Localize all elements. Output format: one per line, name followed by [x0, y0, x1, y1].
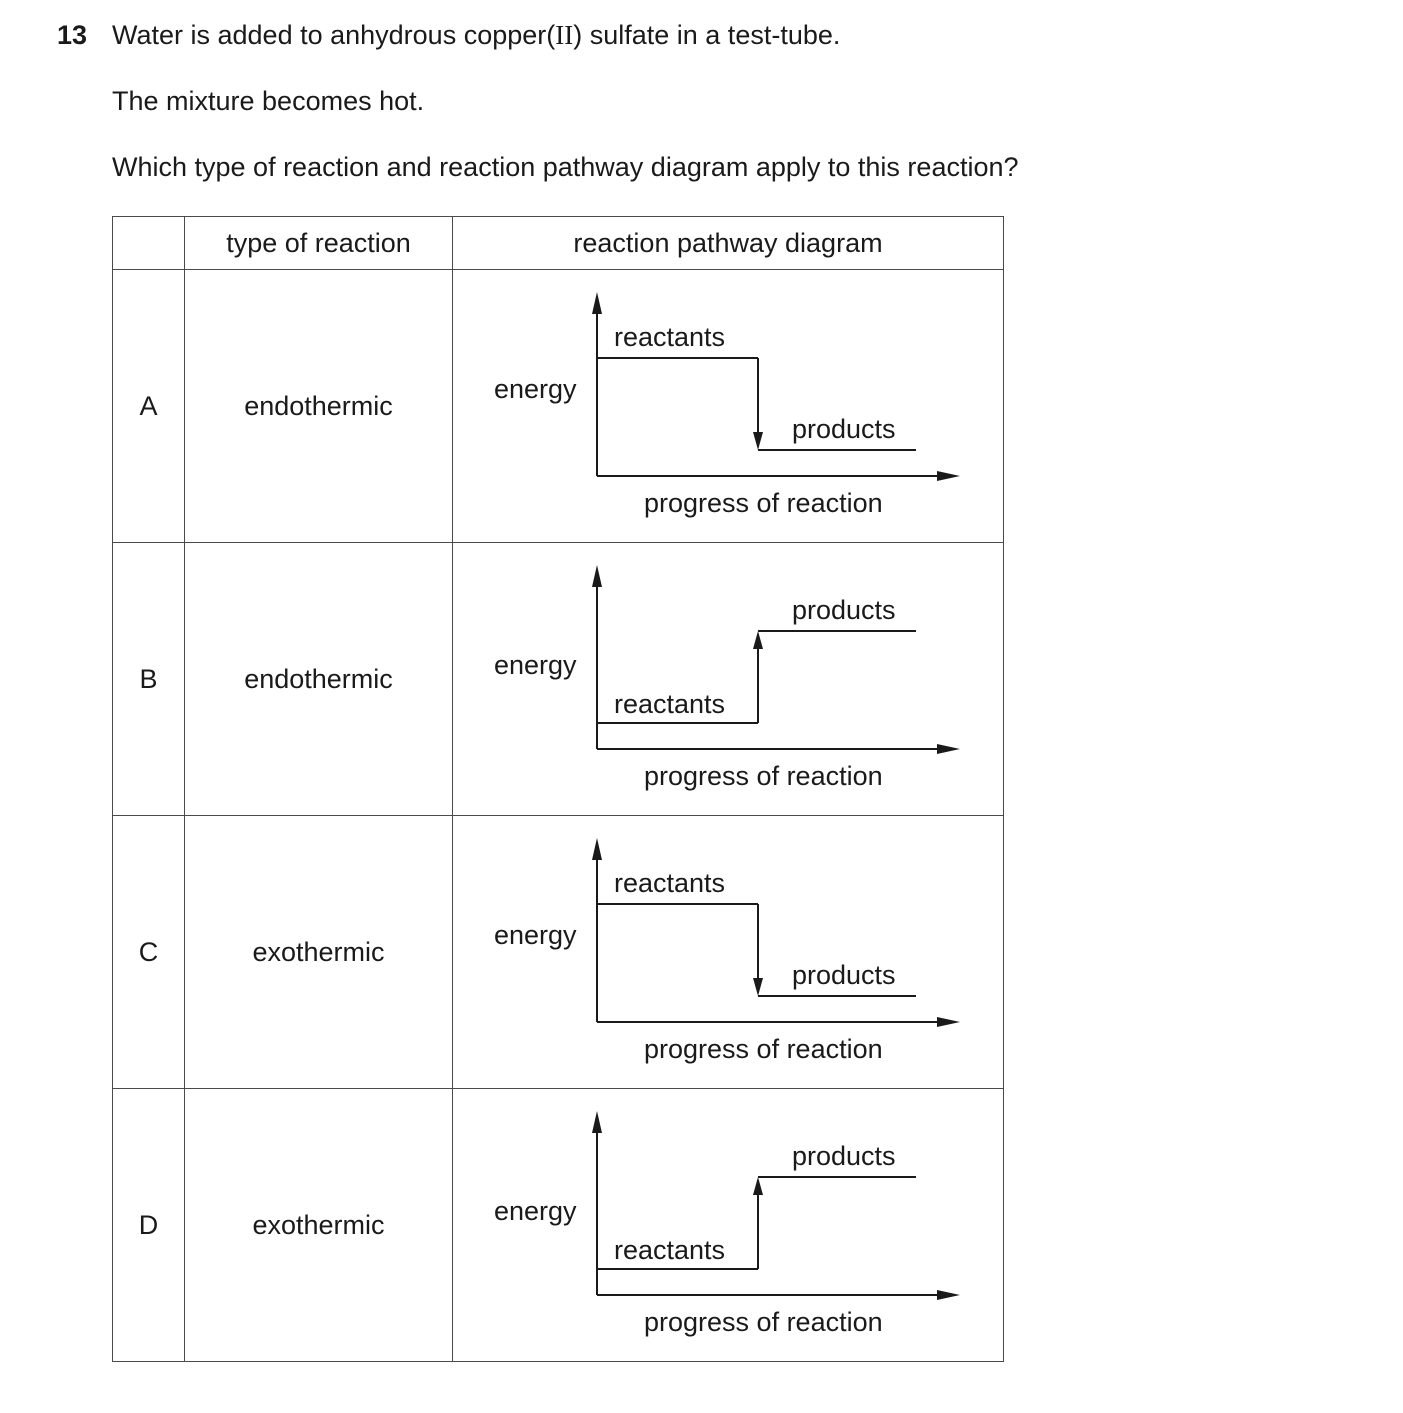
- energy-axis-arrowhead: [592, 838, 602, 860]
- reaction-pathway-diagram: [453, 1089, 1003, 1361]
- question-line-1: [112, 18, 840, 52]
- diagram-cell: [453, 270, 1004, 543]
- reaction-type: exothermic: [185, 1089, 453, 1362]
- option-row-a: [113, 270, 1004, 543]
- progress-axis-label: progress of reaction: [644, 1034, 883, 1064]
- high-level-label: products: [792, 1141, 896, 1171]
- high-level-label: products: [792, 595, 896, 625]
- options-table: [112, 216, 1004, 1362]
- low-level-label: products: [792, 960, 896, 990]
- progress-axis-label: progress of reaction: [644, 488, 883, 518]
- energy-axis-label: energy: [494, 650, 577, 680]
- question-line-1-start: Water is added to anhydrous copper(: [112, 20, 556, 50]
- question-number: 13: [57, 20, 88, 50]
- option-row-b: [113, 543, 1004, 816]
- diagram-cell: [453, 816, 1004, 1089]
- option-letter: A: [113, 270, 185, 543]
- progress-axis-arrowhead: [937, 471, 960, 481]
- progress-axis-arrowhead: [937, 1017, 960, 1027]
- question-prompt: Which type of reaction and reaction pathway diagram apply to this reaction?: [112, 152, 1019, 182]
- energy-change-arrowhead: [753, 1177, 763, 1195]
- reaction-type: endothermic: [185, 270, 453, 543]
- energy-change-arrowhead: [753, 978, 763, 996]
- progress-axis-arrowhead: [937, 1290, 960, 1300]
- option-row-c: [113, 816, 1004, 1089]
- header-letter: [113, 217, 185, 270]
- energy-axis-arrowhead: [592, 292, 602, 314]
- header-type: type of reaction: [185, 217, 453, 270]
- reaction-pathway-diagram: [453, 543, 1003, 815]
- energy-axis-label: energy: [494, 920, 577, 950]
- energy-change-arrowhead: [753, 631, 763, 649]
- option-row-d: [113, 1089, 1004, 1362]
- question-line-2: The mixture becomes hot.: [112, 86, 425, 116]
- energy-change-arrowhead: [753, 432, 763, 450]
- reaction-type: exothermic: [185, 816, 453, 1089]
- energy-axis-arrowhead: [592, 1111, 602, 1133]
- energy-axis-label: energy: [494, 374, 577, 404]
- option-letter: B: [113, 543, 185, 816]
- high-level-label: reactants: [614, 868, 726, 898]
- question-line-1-roman: II: [555, 20, 574, 50]
- option-letter: D: [113, 1089, 185, 1362]
- low-level-label: reactants: [614, 689, 726, 719]
- low-level-label: reactants: [614, 1235, 726, 1265]
- energy-axis-arrowhead: [592, 565, 602, 587]
- reaction-type: endothermic: [185, 543, 453, 816]
- reaction-pathway-diagram: [453, 270, 1003, 542]
- reaction-pathway-diagram: [453, 816, 1003, 1088]
- low-level-label: products: [792, 414, 896, 444]
- energy-axis-label: energy: [494, 1196, 577, 1226]
- diagram-cell: [453, 1089, 1004, 1362]
- header-row: [113, 217, 1004, 270]
- progress-axis-arrowhead: [937, 744, 960, 754]
- header-diagram: reaction pathway diagram: [453, 217, 1004, 270]
- option-letter: C: [113, 816, 185, 1089]
- question-line-1-end: ) sulfate in a test-tube.: [573, 20, 841, 50]
- progress-axis-label: progress of reaction: [644, 1307, 883, 1337]
- high-level-label: reactants: [614, 322, 726, 352]
- diagram-cell: [453, 543, 1004, 816]
- progress-axis-label: progress of reaction: [644, 761, 883, 791]
